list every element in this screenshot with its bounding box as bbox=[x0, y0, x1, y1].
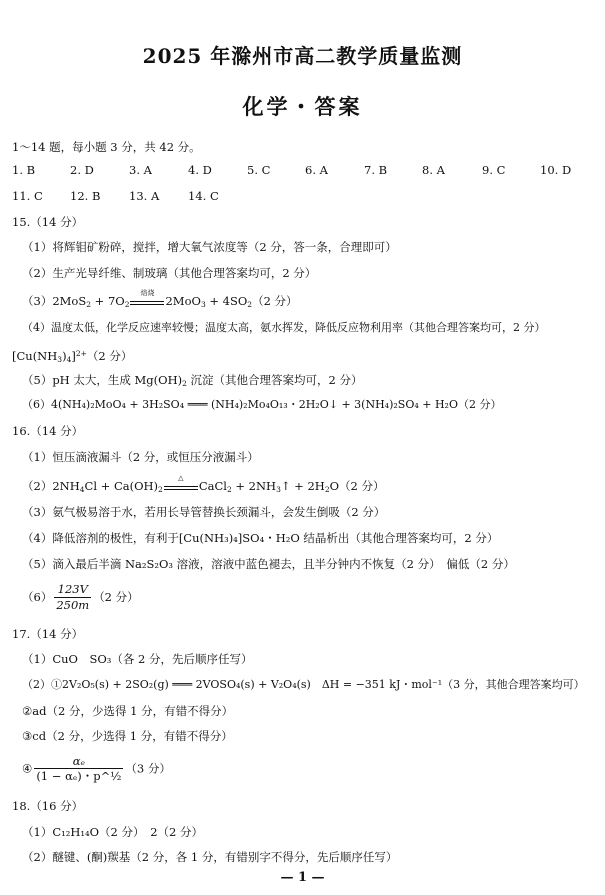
answer-item: 13. A bbox=[129, 189, 160, 203]
text: （3）2MoS bbox=[22, 294, 87, 308]
subscript: 2 bbox=[226, 485, 232, 494]
q17-line-4: ③cd（2 分，少选得 1 分，有错不得分） bbox=[22, 729, 233, 743]
fraction bbox=[54, 582, 91, 613]
text: ) bbox=[62, 349, 67, 363]
text: 2MoO bbox=[165, 294, 201, 308]
q16-line-2 bbox=[22, 474, 385, 497]
q16-line-1: （1）恒压滴液漏斗（2 分，或恒压分液漏斗） bbox=[22, 450, 259, 464]
denominator: (1 − αₑ)・p^½ bbox=[36, 769, 122, 783]
q16-header: 16.（14 分） bbox=[12, 424, 84, 438]
answer-item: 7. B bbox=[364, 163, 388, 177]
subscript: 3 bbox=[276, 485, 281, 494]
subscript: 4 bbox=[66, 355, 72, 364]
numerator: αₑ bbox=[34, 754, 123, 769]
numerator: 123V bbox=[54, 582, 91, 598]
q16-line-4: （4）降低溶剂的极性，有利于[Cu(NH₃)₄]SO₄・H₂O 结晶析出（其他合理答案均可，2 分） bbox=[22, 531, 499, 545]
q15-line-5 bbox=[22, 373, 363, 391]
q17-line-2: （2）①2V₂O₅(s) + 2SO₂(g) ═══ 2VOSO₄(s) + V₂O₄(s) ΔH = −351 kJ・mol⁻¹（3 分，其他合理答案均可） bbox=[22, 678, 585, 691]
q15-line-4b bbox=[12, 347, 132, 367]
reaction-equals bbox=[130, 289, 164, 305]
answer-item: 10. D bbox=[540, 163, 572, 177]
subscript: 2 bbox=[86, 300, 91, 309]
text: O（2 分） bbox=[329, 479, 385, 493]
text: ↑ + 2H bbox=[280, 479, 325, 493]
q15-header: 15.（14 分） bbox=[12, 215, 84, 229]
subscript: 3 bbox=[57, 355, 63, 364]
text: （2）2NH bbox=[22, 479, 80, 493]
answer-item: 5. C bbox=[247, 163, 271, 177]
text: + 2NH bbox=[231, 479, 277, 493]
subscript: 2 bbox=[124, 300, 130, 309]
q15-line-1: （1）将辉钼矿粉碎，搅拌，增大氧气浓度等（2 分，答一条，合理即可） bbox=[22, 240, 397, 254]
q17-line-5 bbox=[22, 754, 171, 783]
superscript: 2+ bbox=[75, 349, 87, 358]
answer-item: 8. A bbox=[422, 163, 445, 177]
q15-line-2: （2）生产光导纤维、制玻璃（其他合理答案均可，2 分） bbox=[22, 266, 317, 280]
subscript: 2 bbox=[158, 485, 163, 494]
q17-line-1: （1）CuO SO₃（各 2 分，先后顺序任写） bbox=[22, 652, 253, 666]
q15-line-3 bbox=[22, 289, 298, 312]
q15-line-6: （6）4(NH₄)₂MoO₄ + 3H₂SO₄ ═══ (NH₄)₂Mo₄O₁₃・2H₂O↓ + 3(NH₄)₂SO₄ + H₂O（2 分） bbox=[22, 398, 502, 411]
text: （5）pH 太大，生成 Mg(OH) bbox=[22, 373, 183, 387]
answer-item: 11. C bbox=[12, 189, 43, 203]
answer-item: 9. C bbox=[482, 163, 506, 177]
denominator: 250m bbox=[56, 598, 90, 612]
text: ] bbox=[71, 349, 76, 363]
fraction bbox=[34, 754, 123, 783]
subscript: 2 bbox=[247, 300, 253, 309]
text: （3 分） bbox=[125, 761, 171, 776]
answer-item: 6. A bbox=[305, 163, 328, 177]
q16-line-5: （5）滴入最后半滴 Na₂S₂O₃ 溶液，溶液中蓝色褪去，且半分钟内不恢复（2 分） 偏低（2 分） bbox=[22, 557, 515, 571]
q16-line-3: （3）氨气极易溶于水，若用长导管替换长颈漏斗，会发生倒吸（2 分） bbox=[22, 505, 386, 519]
page-number: — 1 — bbox=[280, 870, 325, 885]
reaction-condition: △ bbox=[178, 474, 184, 482]
q18-line-1: （1）C₁₂H₁₄O（2 分） 2（2 分） bbox=[22, 825, 204, 839]
subscript: 2 bbox=[182, 379, 187, 388]
answer-item: 14. C bbox=[188, 189, 219, 203]
answer-item: 1. B bbox=[12, 163, 36, 177]
text: + 4SO bbox=[205, 294, 248, 308]
q17-line-3: ②ad（2 分，少选得 1 分，有错不得分） bbox=[22, 704, 234, 718]
text: （2 分） bbox=[86, 349, 133, 363]
subscript: 3 bbox=[200, 300, 206, 309]
q18-line-2: （2）醚键、(酮)羰基（2 分，各 1 分，有错别字不得分，先后顺序任写） bbox=[22, 850, 398, 864]
text: （2 分） bbox=[252, 294, 298, 308]
subscript: 2 bbox=[324, 485, 330, 494]
text: Cl + Ca(OH) bbox=[84, 479, 159, 493]
page-title: 2025 年滁州市高二教学质量监测 bbox=[142, 44, 463, 68]
page-subtitle: 化学・答案 bbox=[242, 94, 363, 119]
q18-header: 18.（16 分） bbox=[12, 799, 84, 813]
text: [Cu(NH bbox=[12, 349, 58, 363]
answer-item: 3. A bbox=[129, 163, 152, 177]
reaction-condition: 焙烧 bbox=[140, 289, 155, 297]
reaction-equals bbox=[164, 474, 198, 490]
answer-item: 12. B bbox=[70, 189, 101, 203]
q15-line-4: （4）温度太低，化学反应速率较慢；温度太高，氨水挥发，降低反应物利用率（其他合理答案均可，2 分） bbox=[22, 321, 546, 334]
intro-text: 1～14 题，每小题 3 分，共 42 分。 bbox=[12, 140, 201, 154]
answer-item: 2. D bbox=[70, 163, 94, 177]
answer-item: 4. D bbox=[188, 163, 212, 177]
q16-line-6 bbox=[22, 582, 139, 613]
text: （6） bbox=[22, 590, 53, 604]
subscript: 4 bbox=[79, 485, 85, 494]
text: 沉淀（其他合理答案均可，2 分） bbox=[186, 373, 363, 387]
text: CaCl bbox=[198, 479, 227, 493]
text: ④ bbox=[22, 761, 33, 776]
text: + 7O bbox=[91, 294, 125, 308]
q17-header: 17.（14 分） bbox=[12, 627, 84, 641]
text: （2 分） bbox=[93, 590, 139, 604]
